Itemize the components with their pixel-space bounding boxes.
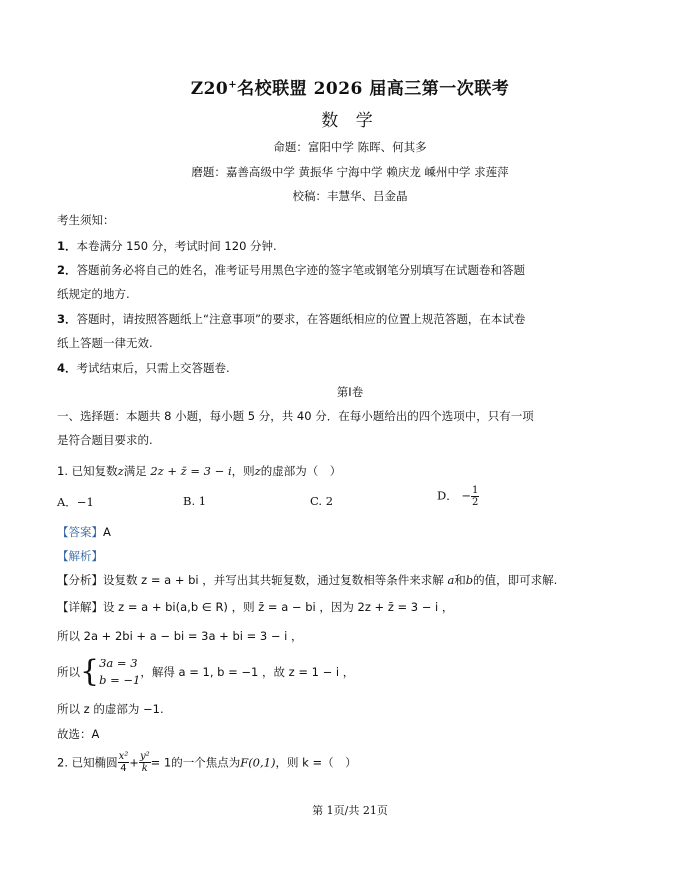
question-2-stem (57, 751, 357, 774)
q2-frac-y (139, 751, 151, 774)
notice-item-3-line1: 答题时，请按照答题纸上“注意事项”的要求，在答题纸相应的位置上规范答题，在本试卷 (76, 312, 526, 326)
q2-frac-y-num: y² (139, 751, 150, 762)
q1-system-brace: { (80, 654, 100, 689)
q1-choice: 故选：A (57, 727, 100, 741)
section-instructions: 一、选择题：本题共 8 小题，每小题 5 分，共 40 分．在每小题给出的四个选项中，只有一项 (57, 409, 534, 423)
q1-fenxi-b: b (465, 573, 474, 587)
q1-xiangjie (57, 599, 453, 615)
section-instructions-cont: 是符合题目要求的. (57, 433, 153, 447)
q1-answer-label: 【答案】 (57, 525, 103, 539)
notice-item-2-line1: 答题前务必将自己的姓名，准考证号用黑色字迹的签字笔或钢笔分别填写在试题卷和答题 (76, 263, 526, 277)
q1-option-d-num: 1 (472, 485, 479, 496)
q1-fenxi-text2: 的值，即可求解. (473, 573, 558, 587)
q1-xiangjie-label: 【详解】 (57, 600, 103, 614)
notice-item-2-cont: 纸规定的地方. (57, 287, 130, 301)
q1-option-d-fraction (471, 485, 479, 508)
q1-option-d-sign: − (461, 488, 472, 503)
q1-var-z: z (117, 464, 124, 478)
q1-suffix-b: 的虚部为（ ） (260, 464, 342, 478)
title-prefix: Z20 (190, 79, 229, 99)
q1-mid: 满足 (123, 464, 147, 478)
notice-item-1 (57, 238, 277, 254)
credits-setters: 命题：富阳中学 陈晖、何其多 (273, 140, 427, 154)
q1-xiangjie-text: 设 z = a + bi(a,b ∈ R) ，则 z̄ = a − bi ，因为 2z + z̄ = 3 − i ， (103, 600, 454, 614)
q1-fenxi-label: 【分析】 (57, 573, 103, 587)
subject-title: 数 学 (321, 111, 379, 131)
q1-prefix: 1. 已知复数 (57, 464, 118, 478)
notice-item-4-num: 4． (57, 361, 77, 375)
notice-item-4 (57, 360, 230, 376)
notice-item-2 (57, 262, 525, 278)
q2-frac-x-num: x² (118, 751, 129, 762)
q1-suffix-a: ，则 (231, 464, 255, 478)
q2-focus: F(0,1) (240, 755, 276, 770)
q1-fenxi-a: a (447, 573, 455, 587)
q2-prefix: 2. 已知椭圆 (57, 755, 118, 770)
q1-option-b: B. 1 (183, 494, 207, 508)
q1-option-d-label: D． (437, 488, 458, 503)
q1-system-suffix: ，解得 a = 1, b = −1 ，故 z = 1 − i ， (140, 665, 355, 679)
q1-system-prefix: 所以 (57, 665, 80, 679)
q1-system (57, 655, 354, 689)
q2-plus: + (129, 755, 139, 770)
q1-option-d-den: 2 (472, 497, 479, 508)
question-1-stem (57, 463, 341, 479)
q1-fenxi-text1: 设复数 z = a + bi ，并写出其共轭复数，通过复数相等条件来求解 (103, 573, 444, 587)
q1-analysis-label: 【解析】 (57, 549, 103, 563)
q1-system-eq2: b = −1 (99, 673, 141, 687)
q2-frac-x-den: 4 (120, 763, 127, 774)
q2-frac-x (118, 751, 130, 774)
q2-frac-y-den: k (141, 763, 148, 774)
credits-reviewers: 磨题：嘉善高级中学 黄振华 宁海中学 赖庆龙 嵊州中学 求莲萍 (191, 165, 509, 179)
q1-answer (57, 524, 111, 540)
q1-fenxi (57, 572, 557, 588)
q1-equation: 2z + z̄ = 3 − i (150, 464, 232, 478)
q1-system-eq1: 3a = 3 (99, 656, 138, 670)
q1-answer-value: A (103, 525, 111, 539)
notice-item-3 (57, 311, 525, 327)
notice-item-1-num: 1． (57, 239, 77, 253)
q1-option-a: A．−1 (57, 495, 94, 509)
q1-step-1: 所以 2a + 2bi + a − bi = 3a + bi = 3 − i ， (57, 629, 303, 643)
q2-mid: 的一个焦点为 (171, 755, 241, 770)
notice-item-3-cont: 纸上答题一律无效. (57, 336, 153, 350)
notice-item-1-text: 本卷满分 150 分，考试时间 120 分钟. (76, 239, 277, 253)
q1-system-eqs (99, 655, 140, 689)
notice-item-4-text: 考试结束后，只需上交答题卷. (76, 361, 230, 375)
q1-option-c: C. 2 (310, 494, 334, 508)
notice-item-3-num: 3． (57, 312, 77, 326)
title-sup: + (228, 79, 238, 91)
q1-var-z-2: z (254, 464, 261, 478)
q1-fenxi-and: 和 (454, 573, 466, 587)
q1-imag-conclusion: 所以 z 的虚部为 −1. (57, 702, 164, 716)
notice-heading: 考生须知： (57, 213, 115, 227)
exam-title (0, 74, 700, 99)
volume-label: 第Ⅰ卷 (336, 385, 364, 399)
title-rest: 名校联盟 2026 届高三第一次联考 (237, 79, 510, 99)
q2-eq-one: = 1 (150, 755, 172, 770)
q1-option-d (437, 485, 479, 508)
page-footer: 第 1页/共 21页 (312, 804, 388, 817)
notice-item-2-num: 2． (57, 263, 77, 277)
q2-suffix: ，则 k =（ ） (275, 755, 357, 770)
credits-proofreaders: 校稿：丰慧华、吕金晶 (292, 189, 408, 203)
